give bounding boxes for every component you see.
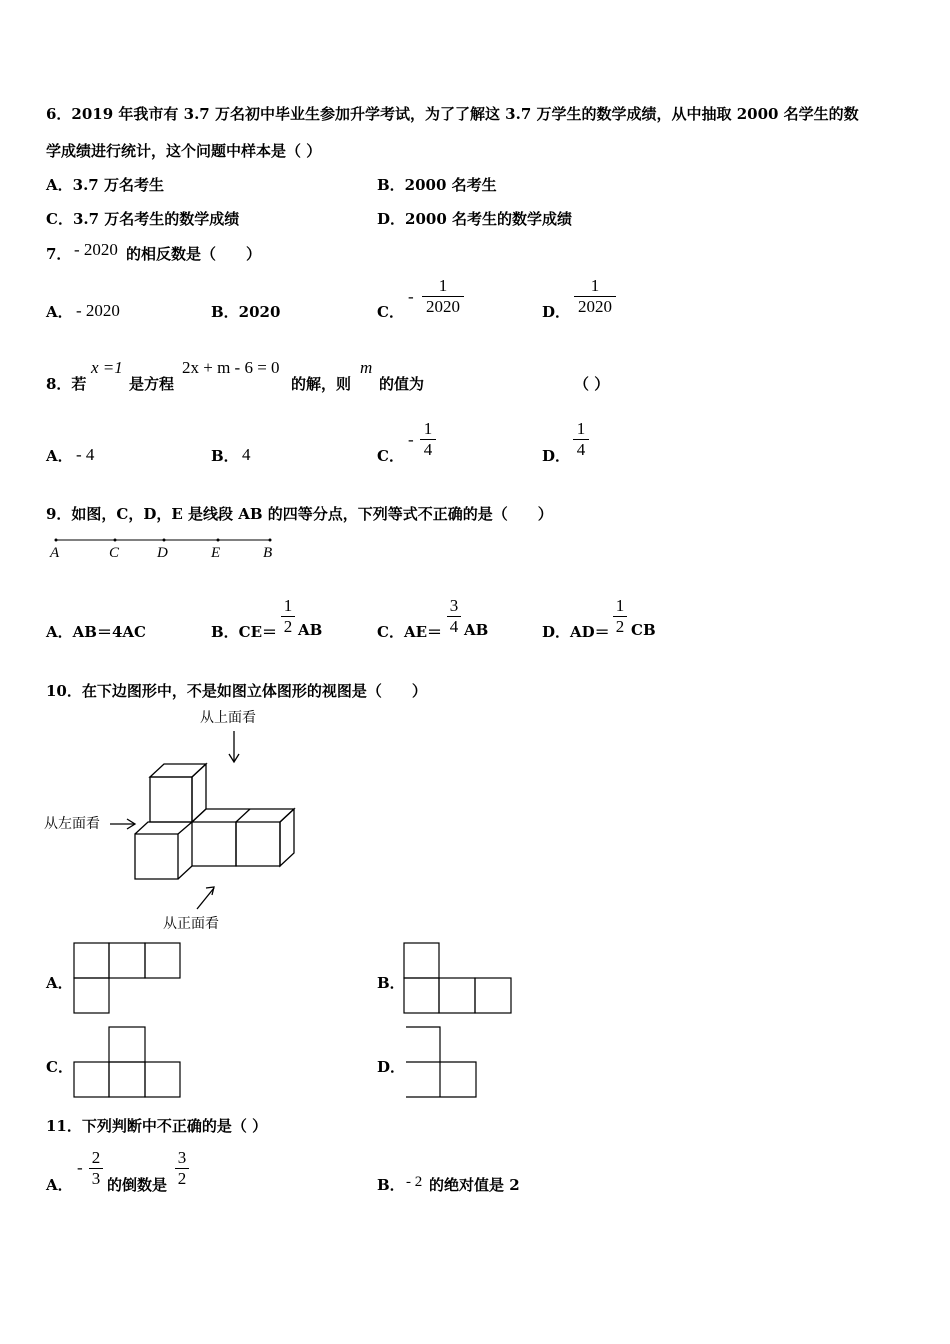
q11-a-denominator: 3 (91, 1169, 101, 1188)
q7-expression: - 2020 (74, 240, 118, 259)
q8-condition: x =1 (91, 358, 123, 377)
q9-option-d-label: D．AD＝ (542, 623, 610, 641)
q7-option-c-sign: - (408, 287, 414, 306)
q8-c-numerator: 1 (423, 419, 433, 438)
q8-answer-paren: （ ） (574, 375, 610, 393)
q8-mid2: 的解，则 (291, 375, 352, 393)
q8-option-c-label: C． (377, 447, 404, 465)
q7-option-a-label: A． (46, 303, 73, 321)
q11-option-a-fraction (89, 1148, 103, 1189)
point-b-dot (269, 539, 272, 542)
bottom-cube-front (135, 834, 178, 879)
q9-d-denominator: 2 (615, 617, 625, 636)
q8-variable: m (360, 358, 373, 377)
q7-number: 7． (46, 245, 72, 263)
q9-b-numerator: 1 (283, 596, 293, 615)
q9-c-denominator: 4 (449, 617, 459, 636)
q8-option-a-label: A． (46, 447, 73, 465)
q6-stem-line1: 6．2019 年我市有 3.7 万名初中毕业生参加升学考试，为了了解这 3.7 万学生的数学成绩，从中抽取 2000 名学生的数 (46, 105, 859, 123)
q8-d-denominator: 4 (576, 440, 586, 459)
q8-option-b-value: 4 (242, 445, 251, 464)
q8-option-c-sign: - (408, 430, 414, 449)
q8-option-d-fraction (573, 419, 589, 460)
point-d-label: D (157, 545, 168, 561)
q7-option-a-value: - 2020 (76, 301, 120, 320)
point-e-dot (217, 539, 220, 542)
q11-option-a-sign: - (77, 1158, 83, 1177)
point-c-dot (114, 539, 117, 542)
q10-option-d-label: D． (377, 1058, 406, 1076)
q10-option-a-view (73, 942, 183, 1016)
q9-option-c-tail: AB (464, 621, 489, 639)
top-view-caption: 从上面看 (200, 710, 256, 726)
q7-option-d-label: D． (542, 303, 571, 321)
q9-segment-figure (44, 534, 284, 564)
q10-stem: 10．在下边图形中，不是如图立体图形的视图是（ ） (46, 682, 427, 700)
top-cube-front (150, 777, 192, 822)
q8-option-d-label: D． (542, 447, 571, 465)
q6-stem-line2: 学成绩进行统计，这个问题中样本是（ ） (46, 142, 322, 160)
q7-option-c-fraction (422, 276, 464, 317)
q11-option-a-result-fraction (175, 1148, 189, 1189)
row-cube-divider (236, 809, 250, 822)
point-d-dot (163, 539, 166, 542)
q10-option-c-label: C． (46, 1058, 73, 1076)
q8-d-numerator: 1 (576, 419, 586, 438)
q11-a-result-numerator: 3 (177, 1148, 187, 1167)
q10-option-b-label: B． (377, 974, 405, 992)
q7-d-denominator: 2020 (578, 297, 612, 316)
q10-cube-figure (110, 725, 310, 915)
q8-option-b-label: B． (211, 447, 239, 465)
q6-option-a: A．3.7 万名考生 (46, 176, 164, 194)
q8-mid: 是方程 (129, 375, 175, 393)
top-cube-top (150, 764, 206, 777)
q11-option-b-label: B． (377, 1176, 405, 1194)
q9-option-c-fraction (447, 596, 461, 637)
q8-prefix: 8．若 (46, 375, 87, 393)
q11-option-a-mid: 的倒数是 (107, 1176, 168, 1194)
bottom-cube-top (135, 822, 192, 834)
q7-d-numerator: 1 (590, 276, 600, 295)
q7-option-c-label: C． (377, 303, 404, 321)
q7-c-numerator: 1 (438, 276, 448, 295)
point-a-label: A (50, 545, 60, 561)
top-cube-side (192, 764, 206, 822)
point-b-label: B (263, 545, 273, 561)
q9-b-denominator: 2 (283, 617, 293, 636)
q11-option-b-expression: - 2 (406, 1174, 423, 1190)
row-front-edge (178, 866, 192, 879)
q10-option-c-view (73, 1026, 183, 1100)
q10-option-d-view (403, 1026, 483, 1100)
point-e-label: E (211, 545, 221, 561)
front-view-caption: 从正面看 (163, 916, 219, 932)
q9-c-numerator: 3 (449, 596, 459, 615)
row-cube-2-front (236, 822, 280, 866)
q10-option-b-view (403, 942, 515, 1016)
q6-option-d: D．2000 名考生的数学成绩 (377, 210, 572, 228)
q7-option-b: B．2020 (211, 303, 281, 321)
point-a-dot (55, 539, 58, 542)
point-c-label: C (109, 545, 120, 561)
q11-stem: 11．下列判断中不正确的是（ ） (46, 1117, 268, 1135)
q6-option-b: B．2000 名考生 (377, 176, 497, 194)
q11-a-numerator: 2 (91, 1148, 101, 1167)
row-cube-1-front (192, 822, 236, 866)
q9-option-c-label: C．AE＝ (377, 623, 443, 641)
q8-equation: 2x + m - 6 = 0 (182, 358, 280, 377)
q9-option-d-tail: CB (631, 621, 656, 639)
q11-option-b-rest: 的绝对值是 2 (429, 1176, 520, 1194)
q9-option-a: A．AB＝4AC (46, 623, 146, 641)
q11-a-result-denominator: 2 (177, 1169, 187, 1188)
q7-c-denominator: 2020 (426, 297, 460, 316)
q9-option-b-tail: AB (298, 621, 323, 639)
q9-option-b-fraction (281, 596, 295, 637)
q9-stem: 9．如图，C，D，E 是线段 AB 的四等分点，下列等式不正确的是（ ） (46, 505, 553, 523)
q8-option-c-fraction (420, 419, 436, 460)
q8-end: 的值为 (379, 375, 425, 393)
q8-option-a-value: - 4 (76, 445, 95, 464)
q8-c-denominator: 4 (423, 440, 433, 459)
left-view-caption: 从左面看 (44, 816, 100, 832)
front-arrow-shaft (197, 888, 214, 909)
row-cube-side (280, 809, 294, 866)
q9-d-numerator: 1 (615, 596, 625, 615)
q11-option-a-label: A． (46, 1176, 73, 1194)
q7-stem-rest: 的相反数是（ ） (126, 245, 262, 263)
q7-option-d-fraction (574, 276, 616, 317)
q9-option-d-fraction (613, 596, 627, 637)
q9-option-b-label: B．CE＝ (211, 623, 278, 641)
q10-option-a-label: A． (46, 974, 73, 992)
q6-option-c: C．3.7 万名考生的数学成绩 (46, 210, 240, 228)
